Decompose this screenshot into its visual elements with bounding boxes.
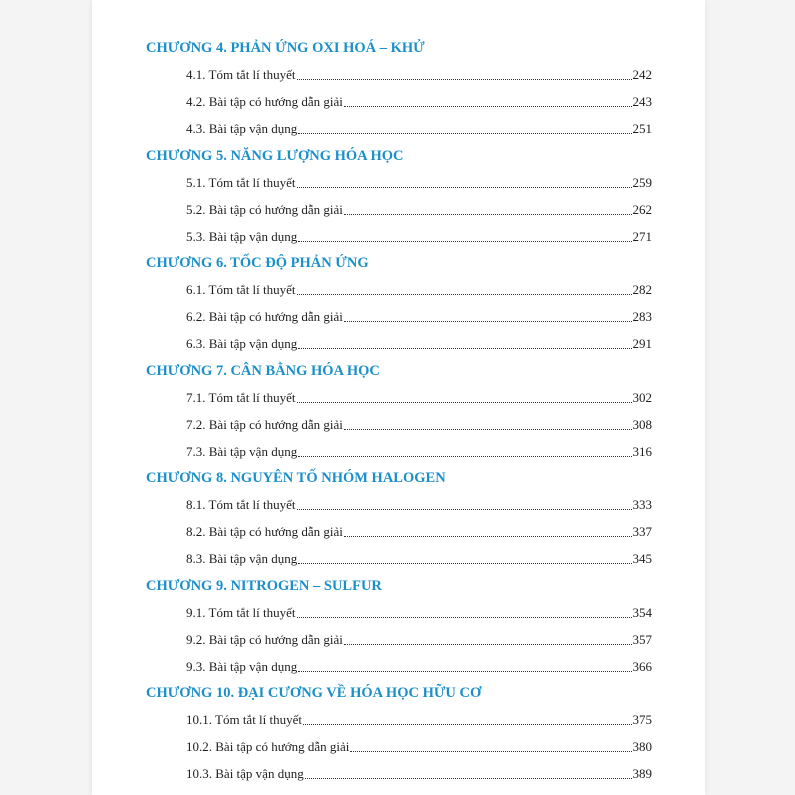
toc-entry-label: 9.2. Bài tập có hướng dẫn giải <box>186 631 343 647</box>
toc-entry <box>186 227 652 247</box>
chapter-heading: CHƯƠNG 9. NITROGEN – SULFUR <box>146 577 382 594</box>
toc-entry-label: 7.2. Bài tập có hướng dẫn giải <box>186 416 343 432</box>
toc-entry <box>186 119 652 139</box>
toc-entry-page-number: 345 <box>632 551 652 566</box>
toc-entry <box>186 710 652 730</box>
chapter-heading: CHƯƠNG 7. CÂN BẰNG HÓA HỌC <box>146 362 380 379</box>
toc-entry <box>186 280 652 300</box>
toc-entry-page-number: 337 <box>632 524 652 539</box>
toc-entry <box>186 522 652 542</box>
toc-entry <box>186 495 652 515</box>
dot-leader <box>298 348 631 349</box>
toc-entry-label: 8.2. Bài tập có hướng dẫn giải <box>186 524 343 539</box>
toc-entry-page-number: 302 <box>632 389 652 405</box>
dot-leader <box>297 187 632 188</box>
toc-entry <box>186 307 652 327</box>
chapter-heading: CHƯƠNG 6. TỐC ĐỘ PHẢN ỨNG <box>146 255 369 271</box>
toc-entry-page-number: 283 <box>632 309 652 324</box>
toc-entry-page-number: 333 <box>632 497 652 512</box>
dot-leader <box>297 617 632 618</box>
toc-entry-page-number: 271 <box>632 228 652 244</box>
toc-entry-label: 4.2. Bài tập có hướng dẫn giải <box>186 94 343 109</box>
toc-entry <box>186 630 652 650</box>
toc-entry-label: 10.2. Bài tập có hướng dẫn giải <box>186 739 350 754</box>
toc-entry <box>186 415 652 435</box>
toc-entry <box>186 173 652 193</box>
toc-entry <box>186 549 652 569</box>
dot-leader <box>344 536 632 537</box>
dot-leader <box>350 751 631 752</box>
toc-entry-label: 9.1. Tóm tắt lí thuyết <box>186 604 296 620</box>
chapter-heading: CHƯƠNG 5. NĂNG LƯỢNG HÓA HỌC <box>146 147 404 164</box>
toc-entry-label: 10.3. Bài tập vận dụng <box>186 766 304 781</box>
toc-entry-label: 6.2. Bài tập có hướng dẫn giải <box>186 309 343 324</box>
toc-entry <box>186 334 652 354</box>
toc-entry-page-number: 366 <box>632 658 652 674</box>
toc-entry-label: 6.1. Tóm tắt lí thuyết <box>186 282 296 297</box>
dot-leader <box>297 294 632 295</box>
toc-entry <box>186 65 652 85</box>
toc-entry-page-number: 243 <box>632 94 652 109</box>
toc-entry-label: 5.2. Bài tập có hướng dẫn giải <box>186 201 343 217</box>
toc-entry-page-number: 251 <box>632 121 652 136</box>
toc-entry-label: 7.3. Bài tập vận dụng <box>186 443 298 459</box>
toc-entry-label: 8.3. Bài tập vận dụng <box>186 551 298 566</box>
dot-leader <box>344 106 632 107</box>
toc-entry <box>186 657 652 677</box>
toc-entry-label: 6.3. Bài tập vận dụng <box>186 336 298 351</box>
dot-leader <box>305 778 632 779</box>
toc-entry-label: 4.1. Tóm tắt lí thuyết <box>186 67 296 82</box>
toc-entry-label: 7.1. Tóm tắt lí thuyết <box>186 389 296 405</box>
toc-entry-page-number: 291 <box>632 336 652 351</box>
toc-entry-label: 5.1. Tóm tắt lí thuyết <box>186 174 296 190</box>
dot-leader <box>344 321 632 322</box>
toc-entry <box>186 442 652 462</box>
dot-leader <box>297 509 632 510</box>
toc-entry-label: 10.1. Tóm tắt lí thuyết <box>186 712 303 727</box>
dot-leader <box>297 402 632 403</box>
toc-entry-page-number: 354 <box>632 604 652 620</box>
dot-leader <box>297 79 632 80</box>
chapter-heading: CHƯƠNG 10. ĐẠI CƯƠNG VỀ HÓA HỌC HỮU CƠ <box>146 685 482 701</box>
toc-entry-page-number: 262 <box>632 201 652 217</box>
toc-entry-page-number: 316 <box>632 443 652 459</box>
toc-entry-page-number: 308 <box>632 416 652 432</box>
toc-entry <box>186 388 652 408</box>
chapter-heading: CHƯƠNG 8. NGUYÊN TỐ NHÓM HALOGEN <box>146 470 446 486</box>
dot-leader <box>344 644 632 645</box>
toc-entry-label: 8.1. Tóm tắt lí thuyết <box>186 497 296 512</box>
dot-leader <box>344 429 632 430</box>
toc-entry-page-number: 375 <box>632 712 652 727</box>
dot-leader <box>298 563 631 564</box>
dot-leader <box>298 133 631 134</box>
toc-entry <box>186 737 652 757</box>
chapter-heading: CHƯƠNG 4. PHẢN ỨNG OXI HOÁ – KHỬ <box>146 40 425 56</box>
toc-entry-label: 9.3. Bài tập vận dụng <box>186 658 298 674</box>
toc-entry-page-number: 357 <box>632 631 652 647</box>
toc-entry <box>186 603 652 623</box>
toc-entry-label: 5.3. Bài tập vận dụng <box>186 228 298 244</box>
toc-entry-page-number: 282 <box>632 282 652 297</box>
dot-leader <box>303 724 631 725</box>
dot-leader <box>298 456 631 457</box>
dot-leader <box>344 214 632 215</box>
toc-entry-label: 4.3. Bài tập vận dụng <box>186 121 298 136</box>
document-page <box>92 0 705 795</box>
toc-entry <box>186 764 652 784</box>
toc-entry-page-number: 259 <box>632 174 652 190</box>
dot-leader <box>298 671 631 672</box>
toc-entry-page-number: 389 <box>632 766 652 781</box>
toc-entry <box>186 200 652 220</box>
toc-entry-page-number: 380 <box>632 739 652 754</box>
toc-entry <box>186 92 652 112</box>
toc-entry-page-number: 242 <box>632 67 652 82</box>
dot-leader <box>298 241 631 242</box>
